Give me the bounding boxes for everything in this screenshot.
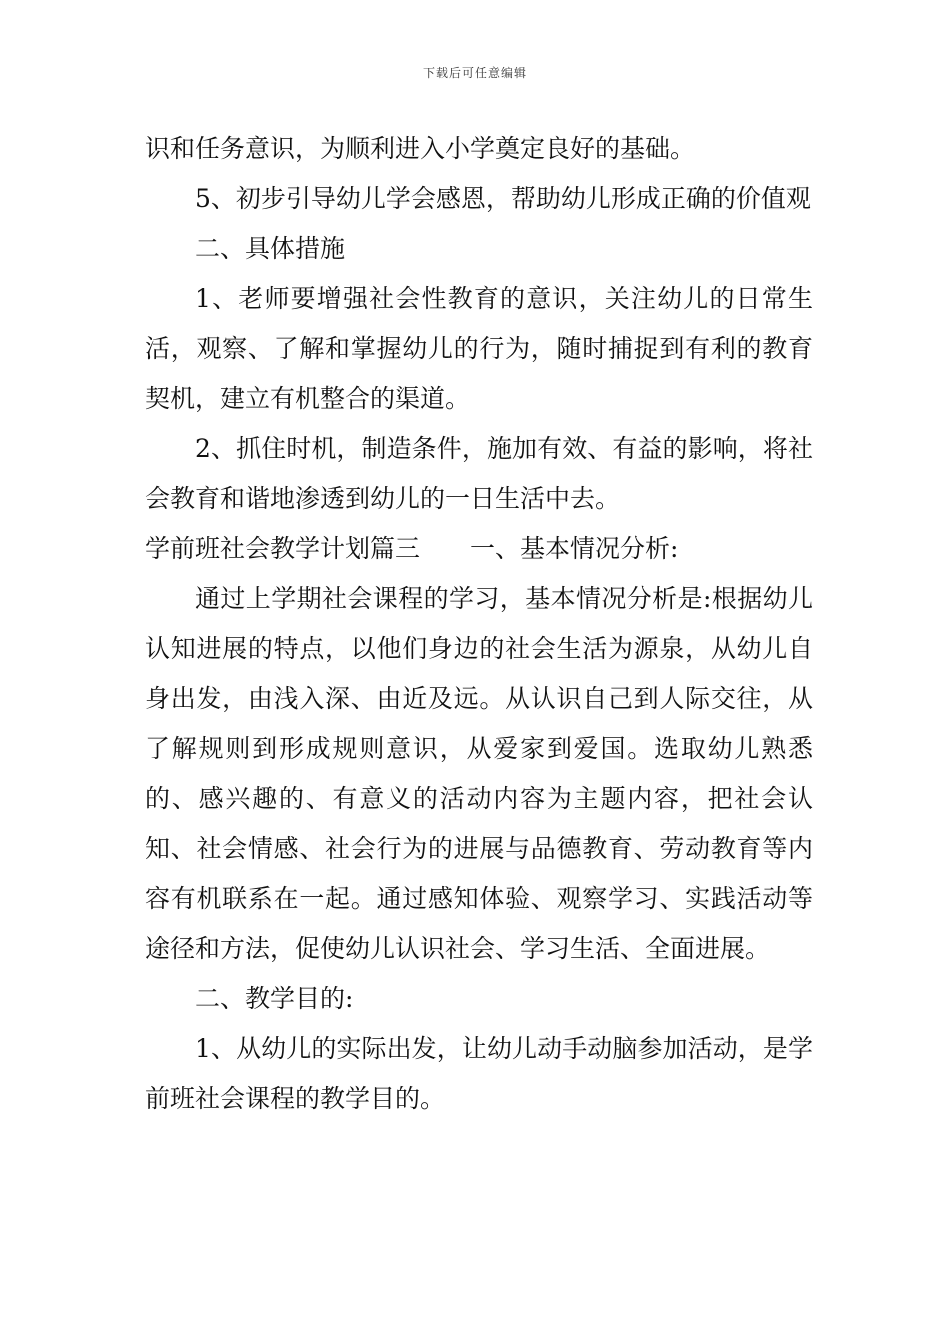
section-title-line [145, 524, 813, 574]
paragraph-goal-1: 1、从幼儿的实际出发，让幼儿动手动脑参加活动，是学前班社会课程的教学目的。 [145, 1034, 813, 1113]
section-heading-goals: 二、教学目的: [195, 984, 354, 1013]
page-header-note: 下载后可任意编辑 [422, 66, 527, 80]
section-heading-situation: 一、基本情况分析: [470, 534, 679, 563]
paragraph-measure-2: 2、抓住时机，制造条件，施加有效、有益的影响，将社会教育和谐地渗透到幼儿的一日生活中去。 [145, 434, 813, 513]
document-section-title: 学前班社会教学计划篇三 [145, 534, 421, 563]
paragraph-measure-1: 1、老师要增强社会性教育的意识，关注幼儿的日常生活，观察、了解和掌握幼儿的行为，随时捕捉到有利的教育契机，建立有机整合的渠道。 [145, 284, 813, 413]
paragraph-item-5: 5、初步引导幼儿学会感恩，帮助幼儿形成正确的价值观 [195, 184, 811, 213]
paragraph-situation-analysis: 通过上学期社会课程的学习，基本情况分析是:根据幼儿认知进展的特点，以他们身边的社会生活为源泉，从幼儿自身出发，由浅入深、由近及远。从认识自己到人际交往，从了解规则到形成规则意识，从爱家到爱国。选取幼儿熟悉的、感兴趣的、有意义的活动内容为主题内容，把社会认知、社会情感、社会行为的进展与品德教育、劳动教育等内容有机联系在一起。通过感知体验、观察学习、实践活动等途径和方法，促使幼儿认识社会、学习生活、全面进展。 [145, 584, 813, 963]
paragraph-continuation: 识和任务意识，为顺利进入小学奠定良好的基础。 [145, 134, 696, 163]
section-heading-measures: 二、具体措施 [195, 234, 346, 263]
document-body [145, 124, 813, 1124]
